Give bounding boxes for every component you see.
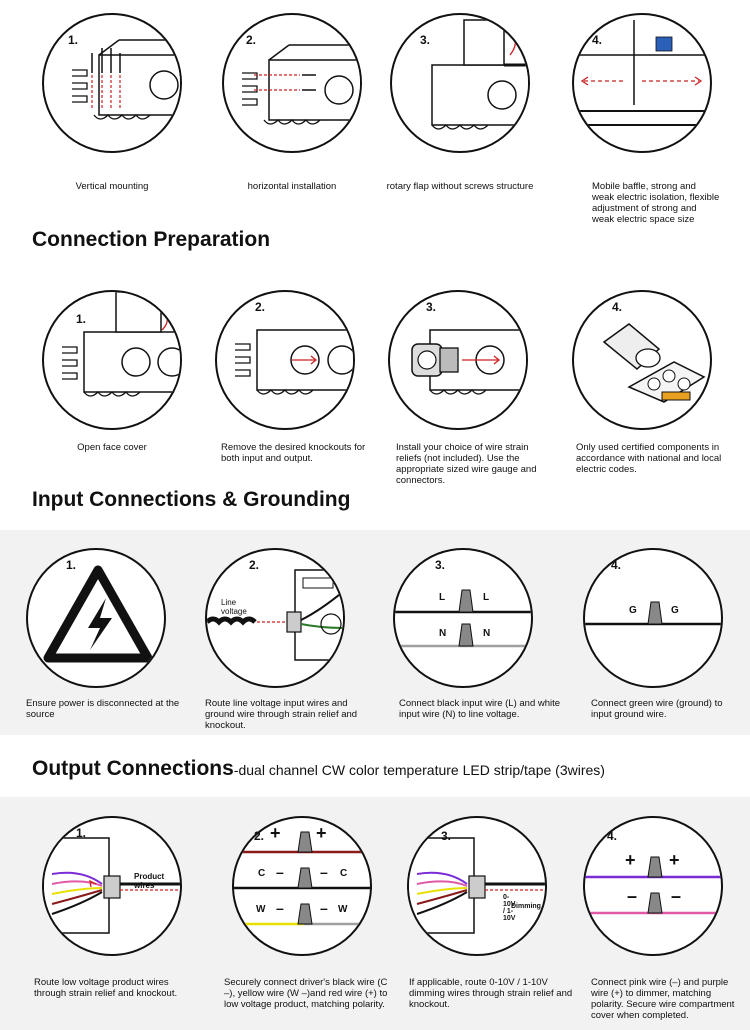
step-number: 4. bbox=[611, 558, 622, 572]
minus-c-left-label: – bbox=[276, 864, 284, 880]
step-number: 4. bbox=[607, 829, 618, 843]
step-caption: Vertical mounting bbox=[75, 181, 149, 192]
g-right-label: G bbox=[671, 605, 679, 616]
connection-preparation-heading: Connection Preparation bbox=[32, 228, 271, 251]
minus-c-right-label: – bbox=[320, 864, 328, 880]
connect-dimmer-diagram bbox=[583, 816, 723, 956]
route-dimming-wires-diagram bbox=[407, 816, 547, 956]
minus-right-label: – bbox=[671, 886, 682, 906]
n-right-label: N bbox=[483, 628, 491, 639]
step-number: 2. bbox=[249, 558, 260, 572]
open-face-cover-diagram bbox=[42, 290, 182, 430]
connect-polarity-diagram bbox=[232, 816, 372, 956]
step-caption: Only used certified components in accordance with national and local electric codes. bbox=[576, 442, 722, 475]
n-left-label: N bbox=[439, 628, 447, 639]
plus-left-label: + bbox=[270, 823, 281, 843]
step-caption: Route line voltage input wires and ground wire through strain relief and knockout. bbox=[205, 698, 358, 731]
c-right-label: C bbox=[340, 868, 348, 879]
certified-connectors-diagram bbox=[572, 290, 712, 430]
connect-ground-diagram bbox=[583, 548, 723, 688]
power-disconnect-diagram bbox=[26, 548, 166, 688]
step-caption: Securely connect driver's black wire (C –), yellow wire (W –)and red wire (+) to low voltage product, matching polarity. bbox=[224, 977, 388, 1010]
c-left-label: C bbox=[258, 868, 266, 879]
minus-left-label: – bbox=[627, 886, 638, 906]
wire-strain-relief-diagram bbox=[388, 290, 528, 430]
step-caption: Remove the desired knockouts for both input and output. bbox=[221, 442, 366, 464]
step-number: 2. bbox=[246, 33, 257, 47]
step-number: 1. bbox=[66, 558, 77, 572]
step-caption: Route low voltage product wires through strain relief and knockout. bbox=[34, 977, 178, 999]
plus-right-label: + bbox=[669, 850, 680, 870]
step-number: 2. bbox=[255, 300, 266, 314]
step-number: 3. bbox=[441, 829, 452, 843]
plus-left-label: + bbox=[625, 850, 636, 870]
step-number: 4. bbox=[592, 33, 603, 47]
step-number: 2. bbox=[254, 829, 265, 843]
route-line-voltage-diagram bbox=[205, 548, 345, 688]
output-subtitle: -dual channel CW color temperature LED strip/tape (3wires) bbox=[233, 762, 605, 778]
g-left-label: G bbox=[629, 605, 637, 616]
step-caption: Open face cover bbox=[77, 442, 147, 453]
horizontal-installation-diagram bbox=[222, 13, 362, 153]
plus-right-label: + bbox=[316, 823, 327, 843]
step-caption: Ensure power is disconnected at the source bbox=[26, 698, 180, 720]
w-right-label: W bbox=[338, 904, 348, 915]
l-right-label: L bbox=[483, 592, 490, 603]
step-number: 3. bbox=[420, 33, 431, 47]
minus-w-left-label: – bbox=[276, 900, 284, 916]
step-number: 1. bbox=[68, 33, 79, 47]
step-number: 3. bbox=[435, 558, 446, 572]
connect-l-n-diagram bbox=[393, 548, 533, 688]
dimming-label: Dimming bbox=[511, 903, 541, 910]
step-caption: Install your choice of wire strain reliefs (not included). Use the appropriate sized wire gauge and connectors. bbox=[396, 442, 537, 486]
vertical-mounting-diagram bbox=[42, 13, 182, 153]
step-caption: horizontal installation bbox=[247, 181, 337, 192]
product-wires-label: Product wires bbox=[134, 872, 165, 890]
remove-knockouts-diagram bbox=[215, 290, 355, 430]
input-connections-heading: Input Connections & Grounding bbox=[32, 488, 351, 511]
step-caption: Connect black input wire (L) and white input wire (N) to line voltage. bbox=[399, 698, 561, 720]
output-connections-heading bbox=[32, 757, 605, 781]
line-voltage-label: Line voltage bbox=[221, 598, 247, 616]
step-caption: Connect green wire (ground) to input ground wire. bbox=[591, 698, 723, 720]
step-number: 1. bbox=[76, 826, 87, 840]
w-left-label: W bbox=[256, 904, 266, 915]
rotary-flap-diagram bbox=[390, 13, 530, 153]
l-left-label: L bbox=[439, 592, 446, 603]
minus-w-right-label: – bbox=[320, 900, 328, 916]
step-caption: Mobile baffle, strong and weak electric isolation, flexible adjustment of strong and weak electric space size bbox=[592, 181, 720, 225]
step-number: 4. bbox=[612, 300, 623, 314]
output-title: Output Connections bbox=[32, 757, 234, 780]
step-caption: If applicable, route 0-10V / 1-10V dimming wires through strain relief and knockout. bbox=[409, 977, 573, 1010]
step-caption: Connect pink wire (–) and purple wire (+) to dimmer, matching polarity. Secure wire compartment cover when completed. bbox=[591, 977, 735, 1021]
dimming-range-label: 0-10V / 1-10V bbox=[503, 894, 516, 922]
step-number: 3. bbox=[426, 300, 437, 314]
step-number: 1. bbox=[76, 312, 87, 326]
step-caption: rotary flap without screws structure bbox=[386, 181, 534, 192]
